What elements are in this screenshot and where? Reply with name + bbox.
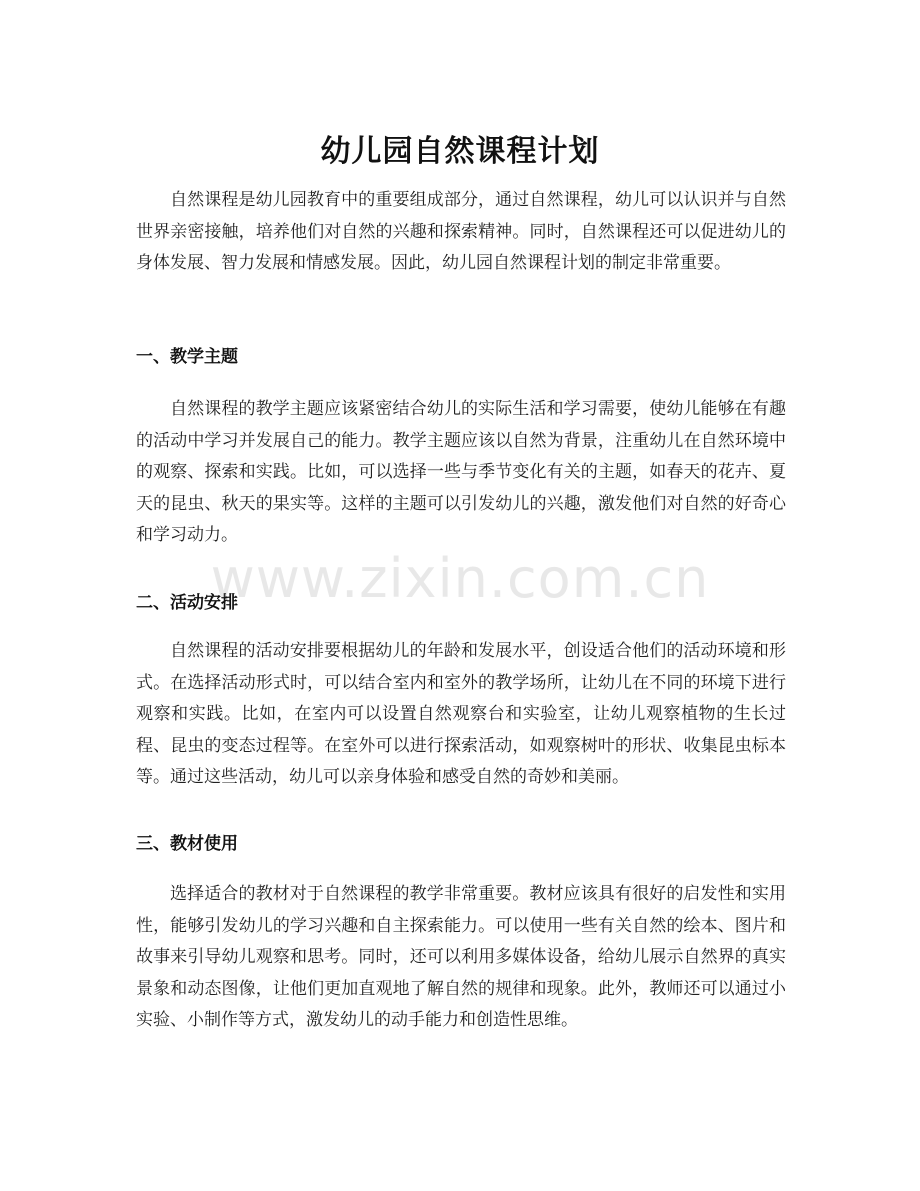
section-body-activity-arrangement: 自然课程的活动安排要根据幼儿的年龄和发展水平，创设适合他们的活动环境和形式。在选择活动形式时，可以结合室内和室外的教学场所，让幼儿在不同的环境下进行观察和实践。比如，在室内可以设置自然观察台和实验室，让幼儿观察植物的生长过程、昆虫的变态过程等。在室外可以进行探索活动，如观察树叶的形状、收集昆虫标本等。通过这些活动，幼儿可以亲身体验和感受自然的奇妙和美丽。 bbox=[136, 641, 786, 788]
watermark: www.zixin.com.cn bbox=[210, 547, 710, 610]
section-body-teaching-theme: 自然课程的教学主题应该紧密结合幼儿的实际生活和学习需要，使幼儿能够在有趣的活动中学习并发展自己的能力。教学主题应该以自然为背景，注重幼儿在自然环境中的观察、探索和实践。比如，可以选择一些与季节变化有关的主题，如春天的花卉、夏天的昆虫、秋天的果实等。这样的主题可以引发幼儿的兴趣，激发他们对自然的好奇心和学习动力。 bbox=[136, 399, 786, 546]
intro-paragraph: 自然课程是幼儿园教育中的重要组成部分，通过自然课程，幼儿可以认识并与自然世界亲密接触，培养他们对自然的兴趣和探索精神。同时，自然课程还可以促进幼儿的身体发展、智力发展和情感发展。因此，幼儿园自然课程计划的制定非常重要。 bbox=[136, 190, 786, 274]
section-heading-teaching-theme: 一、教学主题 bbox=[136, 347, 238, 367]
section-heading-activity-arrangement: 二、活动安排 bbox=[136, 593, 238, 613]
document-title: 幼儿园自然课程计划 bbox=[320, 134, 600, 170]
section-body-textbook-use: 选择适合的教材对于自然课程的教学非常重要。教材应该具有很好的启发性和实用性，能够引发幼儿的学习兴趣和自主探索能力。可以使用一些有关自然的绘本、图片和故事来引导幼儿观察和思考。同时，还可以利用多媒体设备，给幼儿展示自然界的真实景象和动态图像，让他们更加直观地了解自然的规律和现象。此外，教师还可以通过小实验、小制作等方式，激发幼儿的动手能力和创造性思维。 bbox=[136, 884, 786, 1031]
section-heading-textbook-use: 三、教材使用 bbox=[136, 834, 238, 854]
